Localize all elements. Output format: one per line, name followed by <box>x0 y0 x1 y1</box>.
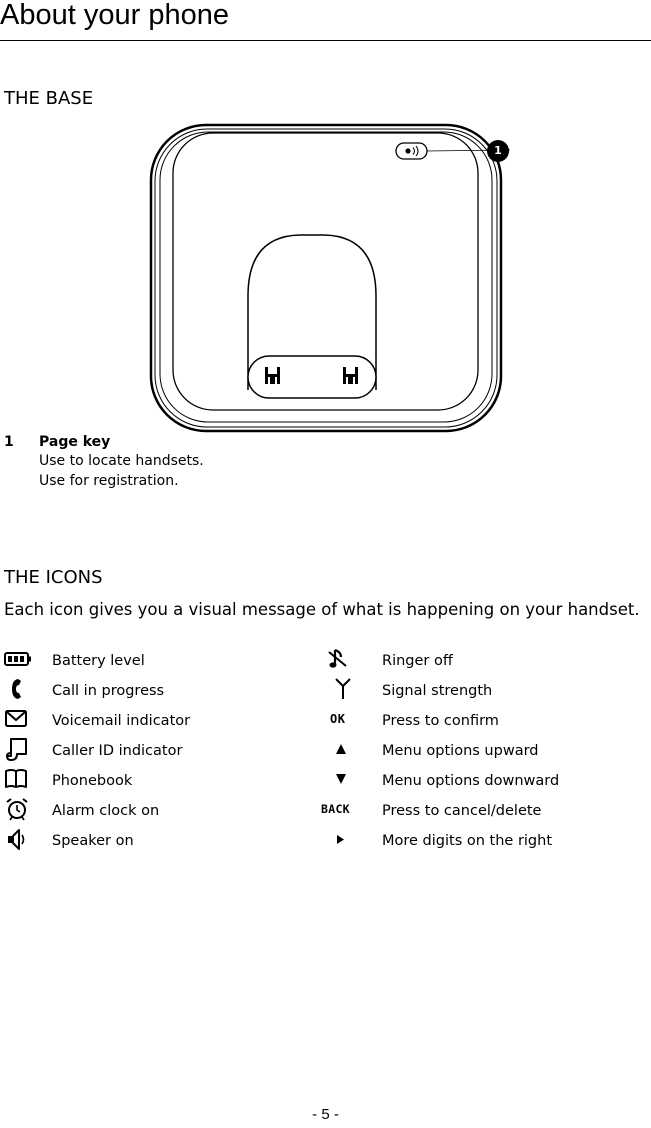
icon-label: Signal strength <box>382 683 493 699</box>
legend-description-line: Use to locate handsets. <box>39 453 204 469</box>
battery-icon <box>4 646 46 672</box>
icon-list-item <box>4 676 324 704</box>
icon-list-item <box>4 826 324 854</box>
icons-intro-text: Each icon gives you a visual message of what is happening on your handset. <box>4 600 640 619</box>
base-station-illustration <box>140 118 540 436</box>
icon-label: More digits on the right <box>382 833 553 849</box>
book-icon <box>4 766 46 792</box>
icon-label: Caller ID indicator <box>52 743 183 759</box>
icon-list-item <box>4 796 324 824</box>
callout-number: 1 <box>494 144 502 157</box>
icon-list-item <box>326 736 646 764</box>
icon-label: Alarm clock on <box>52 803 160 819</box>
alarm-clock-icon <box>4 796 46 822</box>
title-divider <box>0 40 651 41</box>
icons-section-heading: THE ICONS <box>4 567 103 588</box>
triangle-up-icon <box>326 736 382 762</box>
icon-label: Press to cancel/delete <box>382 803 542 819</box>
icon-list-item <box>321 796 646 824</box>
icon-label: Call in progress <box>52 683 165 699</box>
legend-key-name: Page key <box>39 434 111 450</box>
ok-icon <box>326 706 382 732</box>
page-key-button <box>396 143 427 159</box>
base-section-heading: THE BASE <box>4 88 94 109</box>
icon-label: Voicemail indicator <box>52 713 191 729</box>
icon-label: Battery level <box>52 653 145 669</box>
icon-list-item <box>326 766 646 794</box>
page-number: - 5 - <box>312 1106 339 1123</box>
triangle-right-icon <box>326 826 382 852</box>
icon-list-item <box>4 736 324 764</box>
icon-list-item <box>326 706 646 734</box>
icon-label: Ringer off <box>382 653 453 669</box>
page-title: About your phone <box>0 0 229 31</box>
icon-list-item <box>4 706 324 734</box>
icon-list-item <box>326 676 646 704</box>
back-icon <box>321 796 382 822</box>
icon-label: Speaker on <box>52 833 134 849</box>
caller-id-icon <box>4 736 46 762</box>
back-icon-text: BACK <box>321 802 350 816</box>
icon-label: Phonebook <box>52 773 133 789</box>
phone-handset-icon <box>4 676 46 702</box>
ok-icon-text: OK <box>330 712 346 726</box>
envelope-icon <box>4 706 46 732</box>
speaker-icon <box>4 826 46 852</box>
icon-list-item <box>4 646 324 674</box>
icon-list-item <box>4 766 324 794</box>
icon-label: Menu options upward <box>382 743 539 759</box>
legend-number: 1 <box>4 434 14 450</box>
icon-label: Menu options downward <box>382 773 560 789</box>
ringer-off-icon <box>326 646 382 672</box>
antenna-icon <box>326 676 382 702</box>
icon-list-item <box>326 646 646 674</box>
triangle-down-icon <box>326 766 382 792</box>
callout-marker <box>487 140 509 162</box>
icon-label: Press to confirm <box>382 713 499 729</box>
icon-list-item <box>326 826 646 854</box>
legend-description-line: Use for registration. <box>39 473 179 489</box>
